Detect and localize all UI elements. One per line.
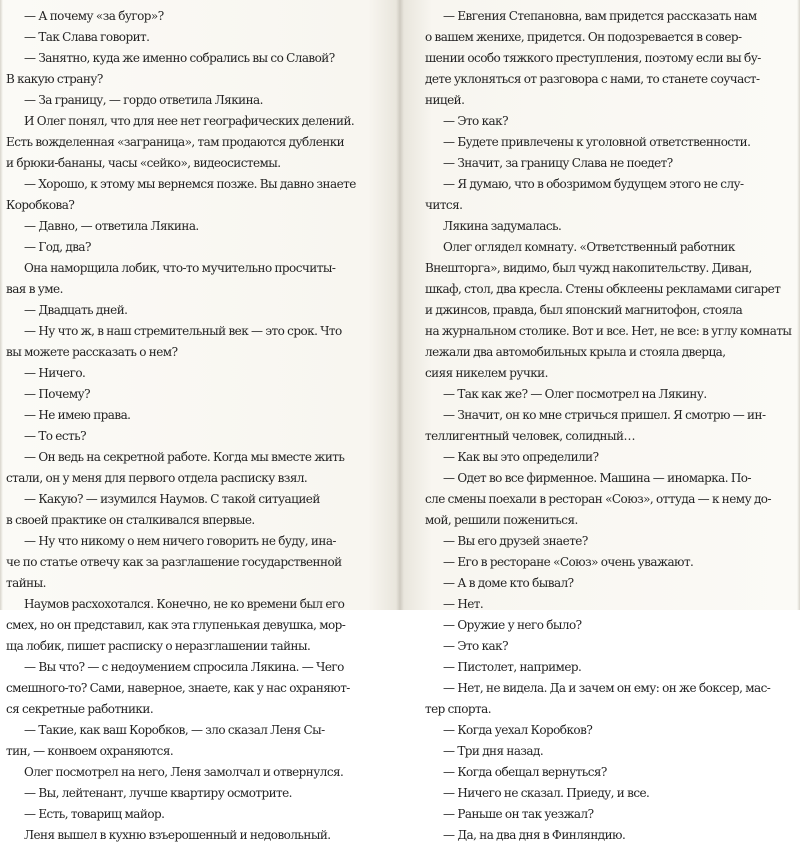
left-page-line: — Почему? (24, 387, 91, 401)
left-page-line: — Так Слава говорит. (24, 30, 150, 44)
right-page-line: — Пистолет, например. (443, 660, 582, 674)
left-page-line: че по статье отвечу как за разглашение государственной (6, 555, 342, 569)
left-page-line: и брюки-бананы, часы «сейко», видеосистемы. (6, 156, 281, 170)
left-page-line: И Олег понял, что для нее нет географических делений. (24, 114, 355, 128)
left-page-line: тин, — конвоем охраняются. (6, 744, 174, 758)
right-page-line: тер спорта. (425, 702, 492, 716)
left-page-line: Есть вожделенная «заграница», там продаются дубленки (6, 135, 345, 149)
right-page-line: — Значит, за границу Слава не поедет? (443, 156, 673, 170)
left-page-line: — Он ведь на секретной работе. Когда мы вместе жить (24, 450, 345, 464)
left-page-line: Леня вышел в кухню взъерошенный и недовольный. (24, 828, 331, 842)
right-page-line: — Раньше он так уезжал? (443, 807, 594, 821)
left-page-line: — Какую? — изумился Наумов. С такой ситуацией (24, 492, 320, 506)
right-page-line: — Нет, не видела. Да и зачем он ему: он же боксер, мас- (443, 681, 771, 695)
left-page-line: смех, но он представил, как эта глупенькая девушка, мор- (6, 618, 346, 632)
right-page-line: чится. (425, 198, 463, 212)
left-page-line: — Такие, как ваш Коробков, — зло сказал Леня Сы- (24, 723, 325, 737)
right-page-line: шении особо тяжкого преступления, поэтому если вы бу- (425, 51, 761, 65)
right-page-line: — Как вы это определили? (443, 450, 599, 464)
left-page-line: — Не имею права. (24, 408, 131, 422)
left-page-line: вая в уме. (6, 282, 63, 296)
left-page-line: Коробкова? (6, 198, 75, 212)
left-page-line: Олег посмотрел на него, Леня замолчал и отвернулся. (24, 765, 344, 779)
right-page-line: ницей. (425, 93, 465, 107)
right-page-line: теллигентный человек, солидный… (425, 429, 635, 443)
right-page-line: — Нет. (443, 597, 484, 611)
right-page-line: — Евгения Степановна, вам придется рассказать нам (443, 9, 757, 23)
right-page-line: сле смены поехали в ресторан «Союз», оттуда — к нему до- (425, 492, 771, 506)
right-page-line: на журнальном столике. Вот и все. Нет, не все: в углу комнаты (425, 324, 792, 338)
left-page-line: — Год, два? (24, 240, 91, 254)
left-page-line: — Ничего. (24, 366, 86, 380)
right-page-line: — Это как? (443, 114, 508, 128)
right-page-line: Олег оглядел комнату. «Ответственный работник (443, 240, 735, 254)
left-page-line: — Двадцать дней. (24, 303, 128, 317)
right-page-line: — Да, на два дня в Финляндию. (443, 828, 626, 842)
right-page-line: лежали два автомобильных крыла и стояла дверца, (425, 345, 726, 359)
left-page-line: — За границу, — гордо ответила Лякина. (24, 93, 263, 107)
right-page-line: — Когда уехал Коробков? (443, 723, 593, 737)
left-page-line: стали, он у меня для первого отдела расписку взял. (6, 471, 308, 485)
left-page-line: тайны. (6, 576, 46, 590)
left-page-line: — Есть, товарищ майор. (24, 807, 165, 821)
right-page-line: Лякина задумалась. (443, 219, 562, 233)
right-page-line: дете уклоняться от разговора с нами, то станете соучаст- (425, 72, 760, 86)
right-page-line: и джинсов, правда, был японский магнитофон, стояла (425, 303, 743, 317)
left-page-line: ся секретные работники. (6, 702, 154, 716)
left-page-line: Она наморщила лобик, что-то мучительно просчиты- (24, 261, 336, 275)
left-page-line: — Занятно, куда же именно собрались вы со Славой? (24, 51, 335, 65)
left-page-line: ща лобик, пишет расписку о неразглашении тайны. (6, 639, 311, 653)
right-page-line: — Будете привлечены к уголовной ответственности. (443, 135, 751, 149)
left-page-line: в своей практике он сталкивался впервые. (6, 513, 255, 527)
right-page-line: — Значит, он ко мне стричься пришел. Я смотрю — ин- (443, 408, 766, 422)
left-page-line: — Давно, — ответила Лякина. (24, 219, 199, 233)
right-page-line: — Так как же? — Олег посмотрел на Лякину. (443, 387, 707, 401)
left-page-text (6, 6, 382, 846)
left-page-line: В какую страну? (6, 72, 103, 86)
right-page-text (425, 6, 790, 846)
right-page-line: — Я думаю, что в обозримом будущем этого не слу- (443, 177, 744, 191)
left-page-line: — Хорошо, к этому мы вернемся позже. Вы давно знаете (24, 177, 356, 191)
left-page-line: Наумов расхохотался. Конечно, не ко времени был его (24, 597, 345, 611)
left-page (0, 0, 400, 842)
left-page-line: вы можете рассказать о нем? (6, 345, 178, 359)
right-page-line: — Вы его друзей знаете? (443, 534, 588, 548)
right-page-line: — Его в ресторане «Союз» очень уважают. (443, 555, 694, 569)
right-page-line: — Оружие у него было? (443, 618, 582, 632)
right-page (400, 0, 800, 842)
left-page-line: — Ну что никому о нем ничего говорить не буду, ина- (24, 534, 336, 548)
right-page-line: мой, решили пожениться. (425, 513, 578, 527)
left-page-line: — То есть? (24, 429, 86, 443)
right-page-line: — Это как? (443, 639, 508, 653)
right-page-line: — Когда обещал вернуться? (443, 765, 607, 779)
right-page-line: — А в доме кто бывал? (443, 576, 574, 590)
left-page-line: — Вы, лейтенант, лучше квартиру осмотрите. (24, 786, 292, 800)
left-page-line: — А почему «за бугор»? (24, 9, 164, 23)
right-page-line: Внешторга», видимо, был чужд накопительству. Диван, (425, 261, 752, 275)
left-page-line: смешного-то? Сами, наверное, знаете, как у нас охраняют- (6, 681, 350, 695)
left-page-line: — Ну что ж, в наш стремительный век — это срок. Что (24, 324, 342, 338)
right-page-line: — Ничего не сказал. Приеду, и все. (443, 786, 650, 800)
right-page-line: сияя никелем ручки. (425, 366, 548, 380)
right-page-line: шкаф, стол, два кресла. Стены обклеены рекламами сигарет (425, 282, 781, 296)
right-page-line: о вашем женихе, придется. Он подозревается в совер- (425, 30, 742, 44)
right-page-line: — Одет во все фирменное. Машина — иномарка. По- (443, 471, 751, 485)
left-page-line: — Вы что? — с недоумением спросила Лякина. — Чего (24, 660, 344, 674)
right-page-line: — Три дня назад. (443, 744, 544, 758)
page-edge-left (0, 0, 3, 610)
